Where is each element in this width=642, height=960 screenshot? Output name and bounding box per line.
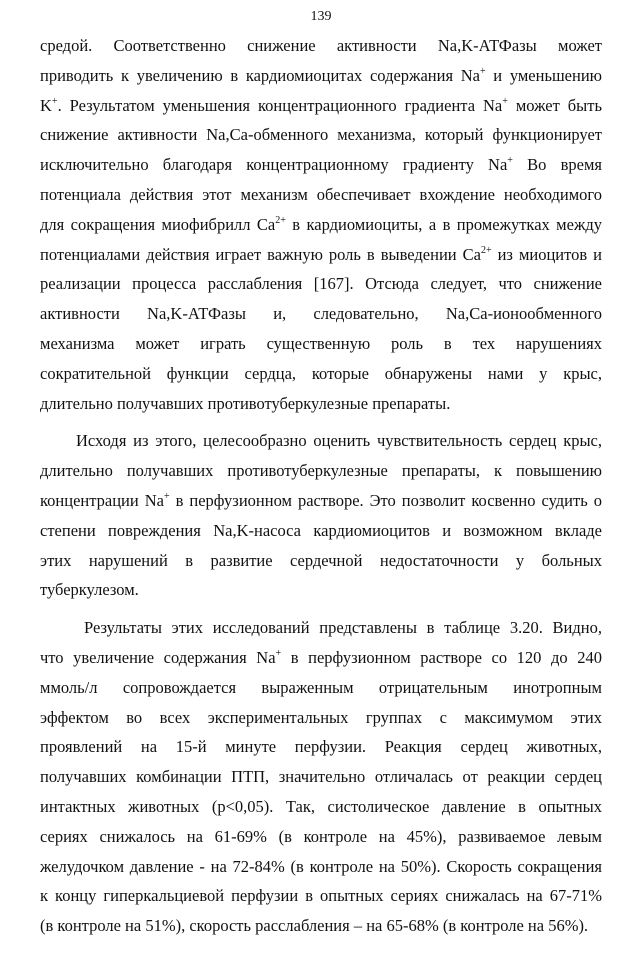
superscript: + [163,490,170,502]
superscript: 2+ [480,244,492,256]
text-line: приводить к увеличению в кардиомиоцитах содержания Na+ и уменьшению [40,65,602,85]
text-line: длительно получавших противотуберкулезные препараты, к повышению [40,461,602,481]
superscript: + [51,95,58,107]
text-line: (в контроле на 51%), скорость расслабления – на 65-68% (в контроле на 56%). [40,916,589,936]
text-line: средой. Соответственно снижение активности Na,K-АТФазы может [40,36,602,55]
text-line: Результаты этих исследований представлены в таблице 3.20. Видно, [84,618,602,638]
superscript: + [479,65,486,77]
text-line: механизма может играть существенную роль в тех нарушениях [40,333,602,353]
text-line: интактных животных (p<0,05). Так, систолическое давление в опытных [40,796,602,816]
text-line: снижение активности Na,Ca-обменного механизма, который функционирует [40,125,602,145]
paragraph-p1 [40,31,602,418]
text-line: желудочком давление - на 72-84% (в контроле на 50%). Скорость сокращения [40,856,602,876]
text-line: K+. Результатом уменьшения концентрационного градиента Na+ может быть [40,95,602,115]
text-line: потенциала действия этот механизм обеспечивает вхождение необходимого [40,184,602,204]
text-line: что увеличение содержания Na+ в перфузионном растворе со 120 до 240 [40,647,602,667]
paragraph-gap [40,418,602,426]
text-line: концентрации Na+ в перфузионном растворе. Это позволит косвенно судить о [40,490,602,510]
text-line: получавших комбинации ПТП, значительно отличалась от реакции сердец [40,767,602,787]
body-text [40,31,602,941]
text-line: проявлений на 15-й минуте перфузии. Реакция сердец животных, [40,737,602,757]
text-line: эффектом во всех экспериментальных группах с максимумом этих [40,707,602,727]
text-line: активности Na,K-АТФазы и, следовательно, Na,Ca-ионообменного [40,304,602,324]
text-line: потенциалами действия играет важную роль в выведении $Ca^{2+}$ из миоцитов и [40,244,602,264]
text-line: сериях снижалось на 61-69% (в контроле на 45%), развиваемое левым [40,826,602,846]
superscript: + [502,95,508,107]
text-line: реализации процесса расслабления [167]. Отсюда следует, что снижение [40,274,602,294]
page-number: 139 [310,9,332,24]
superscript: + [275,647,282,659]
paragraph-gap [40,605,602,613]
text-line: степени повреждения Na,K-насоса кардиомиоцитов и возможном вкладе [40,520,602,540]
text-line: сократительной функции сердца, которые обнаружены нами у крыс, [40,363,602,383]
text-line: этих нарушений в развитие сердечной недостаточности у больных [40,550,602,570]
paragraph-p2 [40,426,602,605]
superscript: 2+ [275,214,286,226]
text-line: ммоль/л сопровождается выраженным отрицательным инотропным [40,677,602,697]
superscript: + [507,155,513,167]
text-line: длительно получавших противотуберкулезные препараты. [40,393,451,413]
text-line: туберкулезом. [40,580,139,600]
text-line: Исходя из этого, целесообразно оценить чувствительность сердец крыс, [76,431,602,451]
text-line: исключительно благодаря концентрационному градиенту Na+ Во время [40,155,602,175]
text-line: к концу гиперкальциевой перфузии в опытных сериях снижалась на 67-71% [40,886,602,906]
paragraph-p3 [40,613,602,941]
text-line: для сокращения миофибрилл $Ca^{2+}$ в кардиомиоциты, а в промежутках между [40,214,602,234]
